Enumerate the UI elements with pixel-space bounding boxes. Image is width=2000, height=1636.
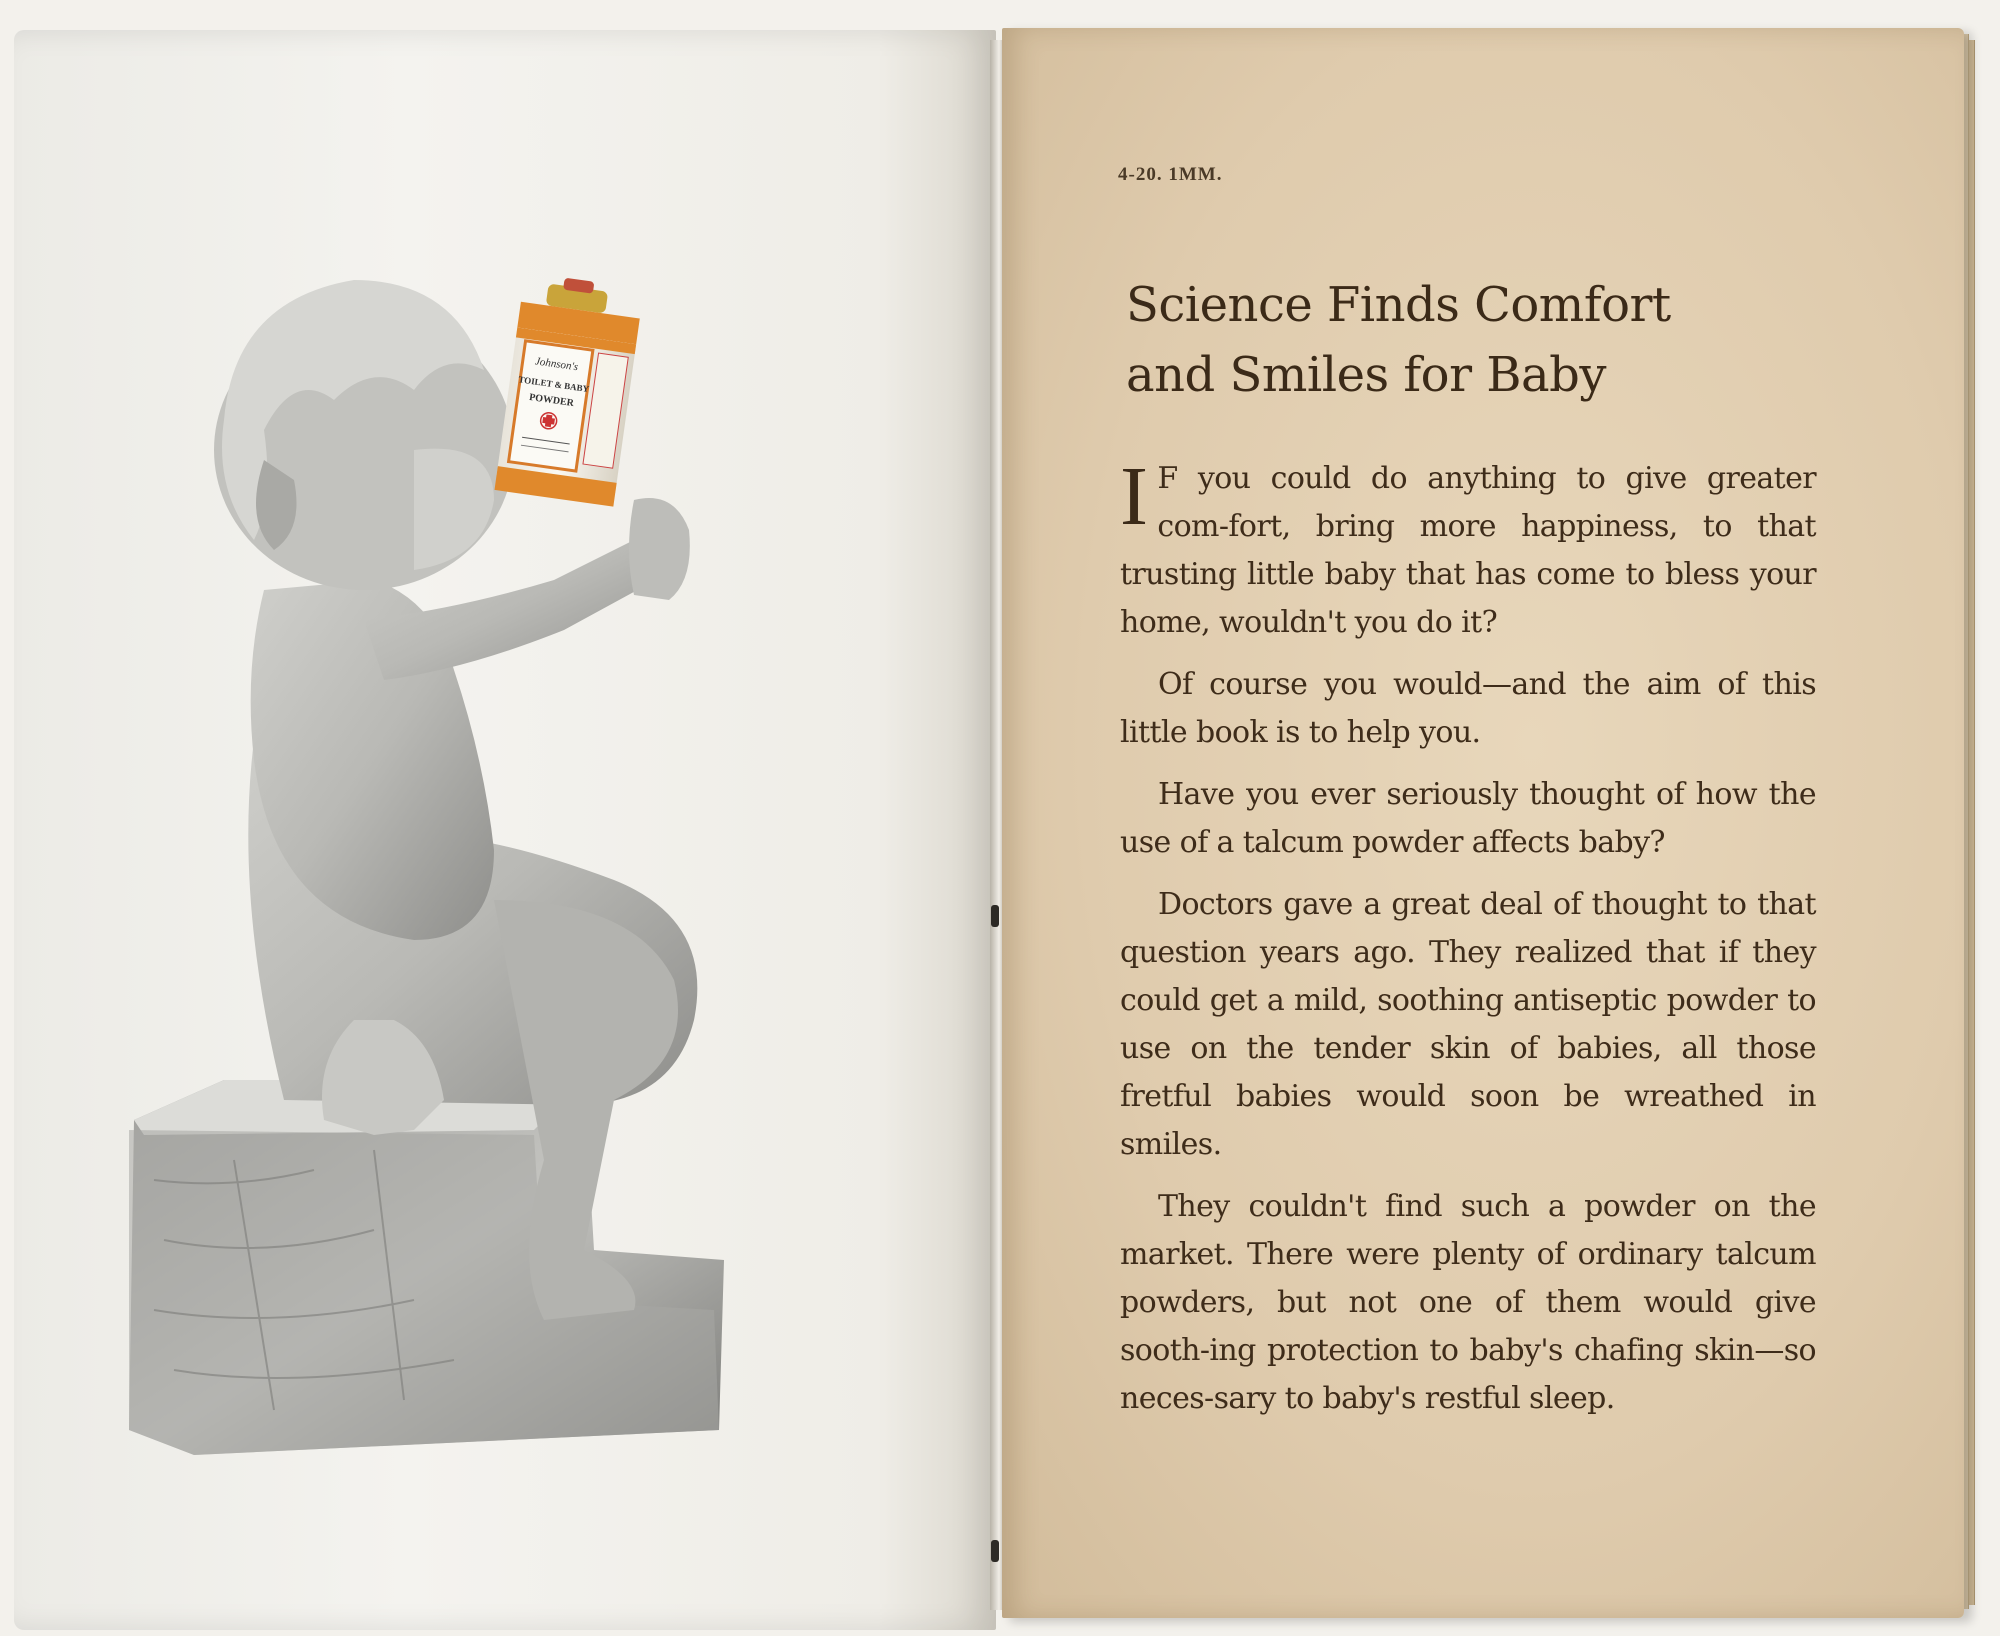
tin-line1: TOILET & BABY: [517, 374, 590, 395]
paragraph: Of course you would—and the aim of this little book is to help you.: [1120, 667, 1816, 750]
left-page: [14, 30, 996, 1630]
drop-cap: I: [1120, 450, 1148, 543]
child-statue-illustration: [114, 200, 814, 1470]
powder-tin: [494, 272, 643, 507]
tin-brand: Johnson's: [534, 355, 579, 374]
paragraph: I F you could do anything to give greater com-fort, bring more happiness, to that trusting little baby that has come to bless your home, wouldn't you do it?: [1120, 450, 1816, 640]
tin-line2: POWDER: [528, 391, 575, 410]
print-code: 4-20. 1MM.: [1118, 164, 1223, 185]
page-title: [1126, 270, 1766, 410]
paragraph: They couldn't find such a powder on the market. There were plenty of ordinary talcum powders, but not one of them would give sooth-ing protection to baby's chafing skin—so neces-sary to baby's restful sleep.: [1120, 1189, 1816, 1416]
paragraph: Doctors gave a great deal of thought to that question years ago. They realized that if they could get a mild, soothing antiseptic powder to use on the tender skin of babies, all those fretful babies would soon be wreathed in smiles.: [1120, 887, 1816, 1162]
title-line-1: Science Finds Comfort: [1126, 277, 1671, 333]
binding-stitch: [991, 1540, 999, 1562]
paragraph: Have you ever seriously thought of how the use of a talcum powder affects baby?: [1120, 777, 1816, 860]
title-line-2: and Smiles for Baby: [1126, 347, 1607, 403]
body-text: [1120, 450, 1816, 1437]
binding-stitch: [991, 905, 999, 927]
